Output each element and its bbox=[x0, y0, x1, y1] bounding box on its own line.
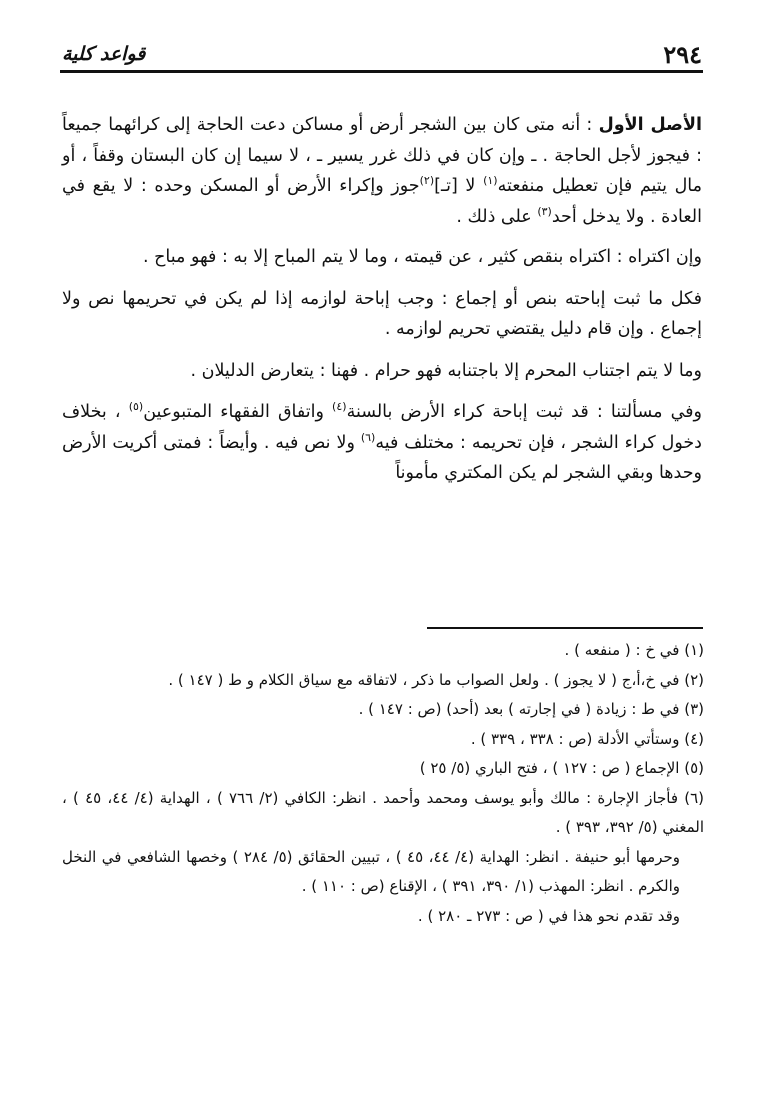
paragraph-5-text-a: وفي مسألتنا : قد ثبت إباحة كراء الأرض بالسنة bbox=[346, 402, 702, 422]
footnote-marker-4: (٤) bbox=[332, 400, 347, 414]
footnote-marker-6: (٦) bbox=[360, 430, 376, 444]
paragraph-5-text-d: ولا نص فيه . وأيضاً : فمتى أكريت الأرض وحدها وبقي الشجر لم يكن المكتري مأموناً bbox=[62, 432, 702, 483]
paragraph-1-text-a: : أنه متى كان بين الشجر أرض أو مساكن دعت الحاجة إلى كرائهما جميعاً : فيجوز لأجل الحاجة . ـ وإن كان في ذلك غرر يسير ـ ، لا سيما إن كان البستان وقفاً ، أو مال يتيم فإن تعطيل منفعته bbox=[62, 115, 702, 196]
main-text bbox=[62, 110, 702, 500]
paragraph-5 bbox=[62, 397, 702, 489]
page-number: ٢٩٤ bbox=[663, 39, 702, 69]
footnote-marker-1: (١) bbox=[483, 174, 498, 188]
paragraph-1-text-c: جوز وإكراء الأرض أو المسكن وحده : لا يقع في العادة . ولا يدخل أحد bbox=[62, 176, 702, 227]
footnote-divider bbox=[427, 627, 703, 629]
footnotes bbox=[62, 636, 704, 931]
footnote-marker-2: (٢) bbox=[419, 174, 435, 188]
paragraph-3: فكل ما ثبت إباحته بنص أو إجماع : وجب إباحة لوازمه إذا لم يكن في تحريمها نص ولا إجماع . وإن قام دليل يقتضي تحريم لوازمه . bbox=[62, 288, 702, 339]
paragraph-5-text-c: ، بخلاف دخول كراء الشجر ، فإن تحريمه : مختلف فيه bbox=[62, 402, 702, 453]
paragraph-1 bbox=[62, 110, 702, 232]
header-divider bbox=[60, 70, 703, 73]
page-header bbox=[62, 34, 702, 74]
paragraph-2: وإن اكتراه : اكتراه بنقص كثير ، عن قيمته ، وما لا يتم المباح إلا به : فهو مباح . bbox=[142, 247, 702, 267]
footnote-1: (١) في خ : ( منفعه ) . bbox=[564, 641, 704, 659]
footnote-6-continuation-1: وحرمها أبو حنيفة . انظر: الهداية (٤/ ٤٤، ٤٥ ) ، تبيين الحقائق (٥/ ٢٨٤ ) وخصها الشافعي في النخل والكرم . انظر: المهذب (١/ ٣٩٠، ٣٩١ ) ، الإقناع (ص : ١١٠ ) . bbox=[62, 847, 681, 895]
footnote-4: (٤) وستأتي الأدلة (ص : ٣٣٨ ، ٣٣٩ ) . bbox=[470, 729, 704, 748]
footnote-3: (٣) في ط : زيادة ( في إجارته ) بعد (أحد) (ص : ١٤٧ ) . bbox=[358, 700, 704, 718]
footnote-6-continuation-2: وقد تقدم نحو هذا في ( ص : ٢٧٣ ـ ٢٨٠ ) . bbox=[417, 906, 680, 925]
footnote-2: (٢) في خ،أ،ج ( لا يجوز ) . ولعل الصواب ما ذكر ، لاتفاقه مع سياق الكلام و ط ( ١٤٧ ) . bbox=[168, 670, 704, 689]
footnote-marker-5: (٥) bbox=[128, 400, 144, 414]
paragraph-1-text-d: على ذلك . bbox=[456, 206, 538, 227]
footnote-6: (٦) فأجاز الإجارة : مالك وأبو يوسف ومحمد وأحمد . انظر: الكافي (٢/ ٧٦٦ ) ، الهداية (٤/ ٤٤، ٤٥ ) ، المغني (٥/ ٣٩٢، ٣٩٣ ) . bbox=[62, 788, 705, 836]
footnote-marker-3: (٣) bbox=[537, 204, 552, 218]
paragraph-1-heading: الأصل الأول bbox=[598, 115, 703, 135]
book-title: قواعد كلية bbox=[62, 43, 146, 65]
paragraph-4: وما لا يتم اجتناب المحرم إلا باجتنابه فهو حرام . فهنا : يتعارض الدليلان . bbox=[190, 360, 702, 381]
paragraph-5-text-b: واتفاق الفقهاء المتبوعين bbox=[143, 402, 333, 422]
paragraph-1-text-b: لا [تـ] bbox=[434, 176, 484, 196]
footnote-5: (٥) الإجماع ( ص : ١٢٧ ) ، فتح الباري (٥/ ٢٥ ) bbox=[419, 759, 704, 777]
